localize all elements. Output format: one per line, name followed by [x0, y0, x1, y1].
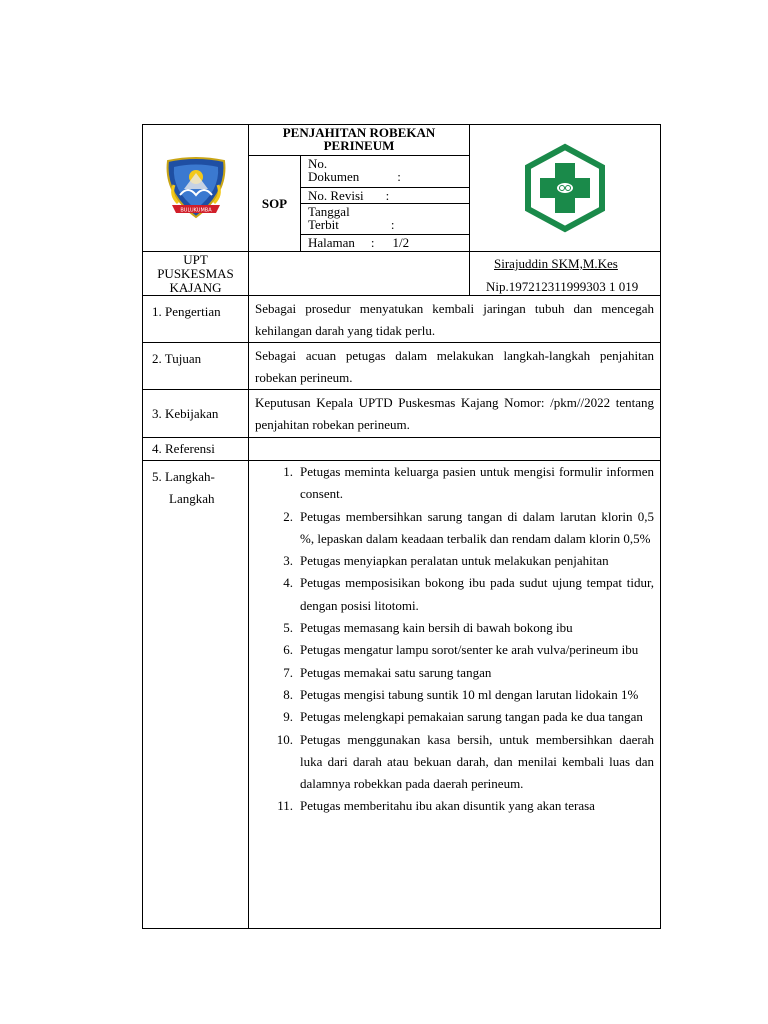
section-text: Sebagai acuan petugas dalam melakukan langkah-langkah penjahitan robekan perineum. [249, 343, 661, 390]
step-item [249, 506, 660, 551]
section-text: Keputusan Kepala UPTD Puskesmas Kajang Nomor: /pkm//2022 tentang penjahitan robekan perineum. [249, 390, 661, 438]
step-text: Petugas menyiapkan peralatan untuk melakukan penjahitan [300, 553, 609, 569]
section-tujuan [143, 343, 661, 390]
signatory-name: Sirajuddin SKM,M.Kes [494, 256, 618, 271]
blank-cell [249, 252, 470, 296]
sop-body [142, 295, 661, 929]
bulukumba-crest-icon [160, 155, 232, 221]
step-text: Petugas memasang kain bersih di bawah bokong ibu [300, 620, 573, 636]
step-text: Petugas membersihkan sarung tangan di dalam larutan klorin 0,5 %, lepaskan dalam keadaan terbalik dan rendam dalam klorin 0,5% [300, 508, 654, 546]
section-label: 4. Referensi [143, 438, 249, 461]
section-label: 1. Pengertian [143, 296, 249, 343]
section-label: 3. Kebijakan [143, 390, 249, 438]
step-item [249, 617, 660, 639]
step-text: Petugas memakai satu sarung tangan [300, 664, 492, 680]
fields-table [301, 156, 469, 250]
step-item [249, 795, 660, 817]
organization-name: UPT PUSKESMAS KAJANG [143, 252, 249, 296]
field-no-dokumen: No. Dokumen : [301, 156, 469, 187]
section-label: 5. Langkah- Langkah [143, 461, 249, 929]
step-number: 4. [283, 575, 293, 591]
signatory-block [470, 252, 661, 296]
step-number: 10. [276, 731, 293, 747]
step-item [249, 461, 660, 506]
step-item [249, 706, 660, 728]
step-text: Petugas mengatur lampu sorot/senter ke arah vulva/perineum ibu [300, 642, 639, 658]
document-fields [301, 156, 470, 252]
section-langkah [143, 461, 661, 929]
left-logo-cell [143, 125, 249, 252]
step-text: Petugas memberitahu ibu akan disuntik yang akan terasa [300, 798, 595, 814]
field-no-revisi: No. Revisi : [301, 187, 469, 203]
step-number: 6. [283, 642, 293, 658]
right-logo-cell [470, 125, 661, 252]
section-pengertian [143, 296, 661, 343]
section-text [249, 438, 661, 461]
document-title: PENJAHITAN ROBEKAN PERINEUM [249, 125, 470, 156]
steps-cell [249, 461, 661, 929]
step-item [249, 662, 660, 684]
field-halaman: Halaman : 1/2 [308, 234, 410, 250]
puskesmas-logo-icon [520, 143, 610, 233]
signatory-nip: Nip.197212311999303 1 019 [486, 279, 639, 294]
step-number: 3. [283, 553, 293, 569]
step-number: 9. [283, 709, 293, 725]
step-number: 5. [283, 620, 293, 636]
step-item [249, 550, 660, 572]
step-number: 7. [283, 664, 293, 680]
step-number: 1. [283, 464, 293, 479]
svg-text:BULUKUMBA: BULUKUMBA [179, 207, 212, 214]
sop-header [142, 124, 661, 296]
step-number: 8. [283, 686, 293, 702]
step-text: Petugas meminta keluarga pasien untuk mengisi formulir informen consent. [300, 464, 654, 502]
step-item [249, 729, 660, 796]
step-number: 11. [277, 798, 293, 814]
step-text: Petugas menggunakan kasa bersih, untuk membersihkan daerah luka dari darah atau bekuan darah, dan menilai kembali luas dan dalamnya robekkan pada daerah perineum. [300, 731, 654, 792]
sop-label: SOP [249, 156, 301, 252]
field-tanggal-terbit: Tanggal Terbit : [301, 203, 469, 234]
step-text: Petugas memposisikan bokong ibu pada sudut ujung tempat tidur, dengan posisi litotomi. [300, 575, 654, 613]
step-item [249, 639, 660, 661]
section-kebijakan [143, 390, 661, 438]
section-text: Sebagai prosedur menyatukan kembali jaringan tubuh dan mencegah kehilangan darah yang tidak perlu. [249, 296, 661, 343]
step-item [249, 572, 660, 617]
steps-list [249, 461, 660, 818]
step-text: Petugas mengisi tabung suntik 10 ml dengan larutan lidokain 1% [300, 686, 639, 702]
section-referensi [143, 438, 661, 461]
step-item [249, 684, 660, 706]
step-number: 2. [283, 508, 293, 524]
section-label: 2. Tujuan [143, 343, 249, 390]
step-text: Petugas melengkapi pemakaian sarung tangan pada ke dua tangan [300, 709, 643, 725]
